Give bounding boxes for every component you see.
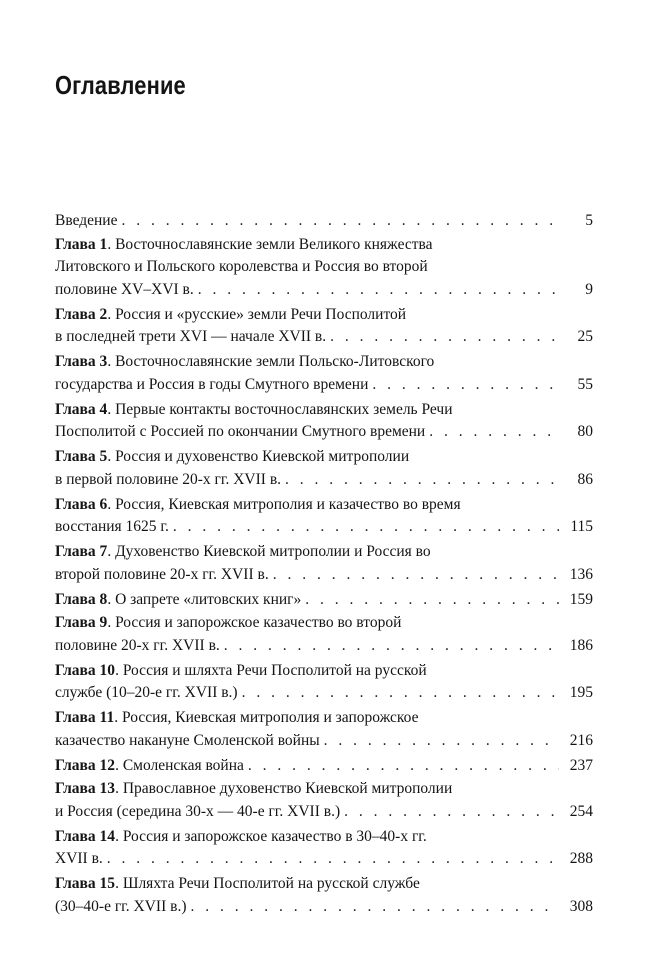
page-number: 159	[569, 590, 593, 608]
toc-entry-chapter-10[interactable]	[55, 660, 593, 705]
toc-entry-chapter-7[interactable]	[55, 541, 593, 586]
dot-leader	[301, 589, 559, 612]
entry-text: . Православное духовенство Киевской митрополии	[115, 780, 453, 797]
entry-text: . Первые контакты восточнославянских земель Речи	[107, 400, 453, 418]
entry-text: (30–40-е гг. XVII в.)	[55, 897, 187, 915]
entry-text: Введение	[55, 212, 118, 229]
table-of-contents	[55, 210, 593, 921]
dot-leader	[340, 801, 559, 824]
entry-text: восстания 1625 г.	[55, 518, 169, 535]
toc-entry-chapter-1[interactable]	[55, 234, 593, 302]
chapter-number: Глава 3	[55, 353, 108, 370]
dot-leader	[117, 210, 559, 233]
page-number: 5	[585, 212, 593, 229]
page-number: 55	[577, 375, 593, 393]
entry-text: в первой половине 20-х гг. XVII в.	[55, 470, 282, 488]
chapter-number: Глава 10	[55, 661, 116, 679]
entry-text: . Россия и шляхта Речи Посполитой на русской	[115, 661, 427, 679]
dot-leader	[103, 848, 559, 871]
entry-text: . Смоленская война	[115, 756, 244, 774]
page-number: 136	[569, 565, 593, 583]
entry-text: Посполитой с Россией по окончании Смутного времени	[55, 423, 426, 440]
page-number: 80	[577, 423, 593, 440]
page-number: 86	[577, 470, 593, 488]
chapter-number: Глава 1	[55, 235, 108, 253]
chapter-number: Глава 13	[55, 780, 116, 797]
entry-text: . Россия и запорожское казачество в 30–40-х гг.	[115, 827, 427, 845]
toc-entry-chapter-12[interactable]	[55, 755, 593, 778]
dot-leader	[326, 326, 559, 349]
toc-entry-chapter-3[interactable]	[55, 351, 593, 396]
dot-leader	[169, 516, 559, 539]
page-number: 25	[577, 328, 593, 345]
entry-text: в последней трети XVI — начале XVII в.	[55, 328, 327, 345]
entry-text: государства и Россия в годы Смутного времени	[55, 375, 369, 393]
entry-text: . Россия, Киевская митрополия и казачество во время	[107, 495, 461, 513]
chapter-number: Глава 2	[55, 305, 108, 323]
dot-leader	[368, 374, 559, 397]
entry-text: казачество накануне Смоленской войны	[55, 731, 320, 749]
page-number: 308	[569, 897, 593, 915]
entry-text: . Россия и «русские» земли Речи Посполитой	[107, 305, 407, 323]
chapter-number: Глава 4	[55, 400, 108, 418]
chapter-number: Глава 14	[55, 827, 116, 845]
page-number: 288	[569, 850, 593, 867]
chapter-number: Глава 7	[55, 543, 108, 560]
page-title: Оглавление	[55, 70, 186, 100]
toc-entry-chapter-8[interactable]	[55, 589, 593, 612]
dot-leader	[269, 564, 559, 587]
page-number: 9	[585, 280, 593, 298]
entry-text: . Духовенство Киевской митрополии и Россия во	[107, 543, 431, 560]
toc-entry-chapter-11[interactable]	[55, 707, 593, 752]
dot-leader	[281, 469, 559, 492]
dot-leader	[425, 421, 559, 444]
entry-text: службе (10–20-е гг. XVII в.)	[55, 684, 238, 701]
entry-text: и Россия (середина 30-х — 40-е гг. XVII в.)	[55, 802, 341, 820]
page-number: 115	[570, 518, 593, 535]
entry-text: . Россия, Киевская митрополия и запорожское	[114, 709, 419, 726]
chapter-number: Глава 6	[55, 495, 108, 513]
page-number: 216	[569, 731, 593, 749]
chapter-number: Глава 9	[55, 614, 108, 631]
page-number: 237	[569, 756, 593, 774]
dot-leader	[244, 755, 559, 778]
entry-text: . Россия и духовенство Киевской митрополии	[107, 448, 410, 465]
chapter-number: Глава 11	[55, 709, 115, 726]
toc-entry-introduction[interactable]	[55, 210, 593, 233]
entry-text: Литовского и Польского королевства и Россия во второй	[55, 258, 428, 275]
toc-entry-chapter-4[interactable]	[55, 399, 593, 444]
chapter-number: Глава 5	[55, 448, 108, 465]
page-number: 195	[569, 684, 593, 701]
dot-leader	[194, 279, 559, 302]
chapter-number: Глава 12	[55, 756, 116, 774]
entry-text: . Шляхта Речи Посполитой на русской службе	[115, 875, 420, 892]
page-number: 254	[569, 802, 593, 820]
dot-leader	[238, 682, 559, 705]
entry-text: половине 20-х гг. XVII в.	[55, 636, 220, 654]
dot-leader	[220, 635, 559, 658]
dot-leader	[320, 730, 559, 753]
toc-entry-chapter-14[interactable]	[55, 826, 593, 871]
entry-text: . Восточнославянские земли Польско-Литовского	[107, 353, 435, 370]
toc-entry-chapter-2[interactable]	[55, 304, 593, 349]
chapter-number: Глава 15	[55, 875, 116, 892]
entry-text: второй половине 20-х гг. XVII в.	[55, 565, 269, 583]
toc-entry-chapter-13[interactable]	[55, 778, 593, 823]
toc-entry-chapter-9[interactable]	[55, 612, 593, 657]
dot-leader	[187, 896, 560, 919]
toc-entry-chapter-5[interactable]	[55, 446, 593, 491]
chapter-number: Глава 8	[55, 590, 108, 608]
toc-entry-chapter-15[interactable]	[55, 873, 593, 918]
toc-entry-chapter-6[interactable]	[55, 494, 593, 539]
entry-text: . О запрете «литовских книг»	[107, 590, 302, 608]
entry-text: половине XV–XVI в.	[55, 280, 194, 298]
entry-text: . Восточнославянские земли Великого княжества	[107, 235, 433, 253]
entry-text: . Россия и запорожское казачество во второй	[107, 614, 402, 631]
page-number: 186	[569, 636, 593, 654]
entry-text: XVII в.	[55, 850, 103, 867]
